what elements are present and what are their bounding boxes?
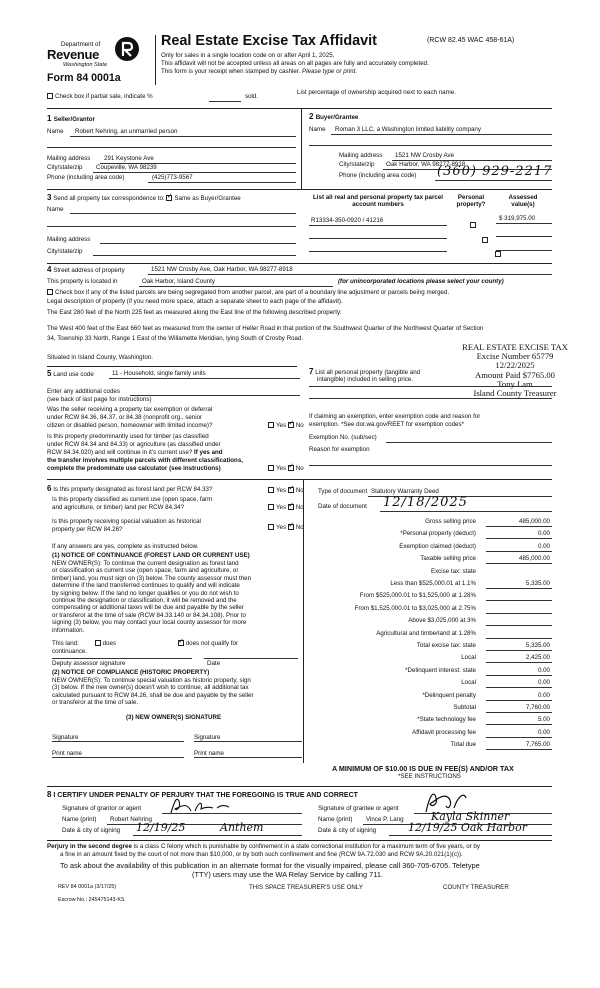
divider (47, 108, 552, 109)
section-number: 6 (47, 484, 52, 493)
tax-row-label: Taxable selling price (420, 555, 476, 563)
tax-row-value[interactable]: 7,760.00 (525, 704, 550, 711)
revenue-logo-text: Revenue (47, 47, 100, 62)
grantor-city-value[interactable]: Anthem (220, 821, 264, 834)
tax-row-underline (486, 712, 552, 713)
section-number: 1 (47, 114, 52, 123)
timber-question: complete the predominate use calculator (see instructions) (47, 465, 221, 472)
yes-no-group[interactable]: Yes ✓ No (268, 524, 304, 531)
tax-row-value[interactable]: 0.00 (537, 728, 550, 736)
escrow-number: Escrow No.: 245475143-KS (58, 897, 125, 903)
tax-row-label: Less than $525,000.01 at 1.1% (390, 580, 476, 587)
tax-row-label: From $525,000.01 to $1,525,000 at 1.28% (359, 592, 476, 600)
exemption-instructions: exemption. *See dor.wa.gov/REET for exemption codes* (309, 421, 465, 428)
grantor-name-label: Name (print) (62, 816, 97, 823)
this-land-row: This land: does ✓ does not qualify for (52, 640, 238, 647)
new-owner-print-field[interactable] (52, 757, 184, 758)
corr-name-label: Name (47, 206, 64, 213)
land-use-label: Land use code (53, 371, 94, 378)
new-owner-signature-field[interactable] (52, 741, 184, 742)
tax-row-value[interactable]: 0.00 (537, 666, 550, 674)
tax-row-value[interactable]: 0.00 (537, 542, 550, 550)
tax-row-value[interactable]: 0.00 (537, 679, 550, 687)
compliance-heading: (2) NOTICE OF COMPLIANCE (HISTORIC PROPERTY) (52, 669, 210, 676)
segregated-checkbox[interactable] (47, 289, 53, 295)
minimum-fee-note: A MINIMUM OF $10.00 IS DUE IN FEE(S) AND/OR TAX (332, 764, 514, 773)
exemption-no-label: Exemption No. (sub/sec) (309, 434, 377, 441)
buyer-phone-value[interactable]: (360) 929-2217 (437, 164, 553, 179)
additional-codes-label: Enter any additional codes (47, 388, 120, 395)
buyer-city-label: City/state/zip (339, 161, 375, 168)
timber-question: the transfer involves multiple parcels with different classifications, (47, 457, 243, 464)
signature-label: Signature (194, 734, 221, 741)
seller-phone-label: Phone (including area code) (47, 174, 125, 181)
partial-sale-row[interactable]: Check box if partial sale, indicate % (47, 93, 153, 100)
exemption-reason-label: Reason for exemption (309, 446, 370, 453)
yes-no-group[interactable]: Yes ✓ No (268, 487, 304, 494)
tax-row-label: *Delinquent penalty (422, 691, 476, 699)
same-as-buyer-label: Same as Buyer/Grantee (174, 195, 241, 202)
paragraph-line: signing (3) below, you may contact your local county assessor for more (52, 619, 247, 627)
personal-property-label: List all personal property (tangible and (315, 369, 421, 376)
yes-no-group[interactable]: Yes ✓ No (268, 422, 304, 429)
tax-row-label: Local (461, 654, 476, 662)
tax-row-value[interactable]: 7,765.00 (525, 741, 550, 749)
deputy-date-label: Date (207, 660, 221, 667)
sold-label: sold. (245, 93, 259, 100)
tax-row-underline (486, 551, 552, 552)
tax-row-value[interactable]: 0.00 (537, 530, 550, 538)
buyer-name-value[interactable]: Roman 3 LLC, a Washington limited liability company (335, 126, 481, 133)
doc-type-value[interactable]: Statutory Warranty Deed (371, 488, 439, 495)
legal-desc-line: 34, Township 33 North, Range 1 East of the Willamette Meridian, lying South of Crosby Road. (47, 335, 304, 342)
buyer-name-label: Name (309, 126, 326, 133)
tax-row-underline (486, 613, 552, 614)
rcw-reference: (RCW 82.45 WAC 458-61A) (427, 37, 515, 44)
exemption-question: citizen or disabled person, homeowner with limited income)? (47, 422, 213, 429)
located-label: This property is located in (47, 278, 118, 285)
street-label: Street address of property (53, 267, 125, 274)
grantee-handwritten-name[interactable]: Kayla Skinner (431, 810, 510, 823)
parcel-number[interactable]: R13334-350-0920 / 41216 (311, 217, 384, 224)
correspondence-label: Send all property tax correspondence to: (53, 195, 165, 202)
additional-codes-note: (see back of last page for instructions) (47, 396, 152, 403)
corr-city-field[interactable] (93, 255, 296, 256)
any-yes-note: If any answers are yes, complete as instructed below. (52, 543, 199, 550)
print-name-label: Print name (52, 750, 82, 757)
tax-row-value[interactable]: 2,425.00 (525, 654, 550, 662)
header-divider (155, 35, 156, 85)
street-value[interactable]: 1521 NW Crosby Ave, Oak Harbor, WA 98277-8918 (151, 266, 293, 273)
tax-row-label: Exemption claimed (deduct) (399, 542, 476, 550)
revision-number: REV 84 0001a (3/17/25) (58, 884, 117, 890)
grantor-name-value[interactable]: Robert Nehring (110, 816, 152, 823)
historic-question: property per RCW 84.26? (52, 526, 123, 533)
paragraph-line: calculated pursuant to RCW 84.26, shall be due and payable by the seller (52, 691, 254, 699)
paragraph-line: or transferor at the time of sale (RCW 84.33.140 or 84.34.108). Prior to (52, 611, 246, 619)
tax-row-label: Total excise tax: state (416, 642, 476, 649)
form-title: Real Estate Excise Tax Affidavit (161, 33, 377, 49)
tax-row-value[interactable]: 485,000.00 (519, 555, 550, 563)
continuance-label: continuance. (52, 648, 88, 655)
dept-of-label: Department of (61, 41, 101, 48)
does-qualify-checkbox[interactable] (95, 640, 101, 646)
personal-property-checkbox[interactable] (482, 237, 488, 243)
tax-row-underline (486, 588, 552, 589)
paragraph-line: compensating or additional taxes will be due and payable by the seller (52, 604, 244, 612)
paragraph-line: information. (52, 626, 85, 634)
located-value[interactable]: Oak Harbor, Island County (142, 278, 215, 285)
paragraph-line: determine if the land transferred continues to qualify and will indicate (52, 582, 240, 590)
tax-row-underline (486, 675, 552, 676)
assessed-value-header: Assessed value(s) (508, 194, 538, 209)
seller-city-label: City/state/zip (47, 164, 83, 171)
section-number: 5 (47, 369, 52, 378)
compliance-text (52, 677, 302, 707)
buyer-city-value[interactable]: Oak Harbor, WA 98277-8918 (386, 161, 466, 168)
personal-property-label-2: intangible) included in selling price. (317, 376, 413, 383)
corr-mailing-label: Mailing address (47, 236, 91, 243)
personal-property-header: Personal property? (456, 194, 486, 209)
seller-city-value[interactable]: Coupeville, WA 98239 (96, 164, 157, 171)
personal-property-checkbox[interactable] (470, 222, 476, 228)
parcel-column-header: List all real and personal property tax parcel account numbers (313, 194, 443, 209)
washington-state-label: Washington State (63, 62, 108, 68)
yes-checkbox (268, 422, 274, 428)
paragraph-line: timber) land, you must sign on (3) below. The county assessor must then (52, 574, 252, 582)
exemption-instructions: If claiming an exemption, enter exemption code and reason for (309, 413, 481, 420)
tax-row-label: Subtotal (453, 704, 476, 711)
buyer-phone-label: Phone (including area code) (339, 172, 417, 179)
dor-logo-icon (114, 36, 140, 62)
deputy-signature-label: Deputy assessor signature (52, 660, 126, 667)
new-owner-signature-heading: (3) NEW OWNER(S) SIGNATURE (126, 714, 222, 721)
no-checkbox (288, 422, 294, 428)
tax-row-underline (486, 526, 552, 527)
print-name-label: Print name (194, 750, 224, 757)
continuance-heading: (1) NOTICE OF CONTINUANCE (FOREST LAND OR CURRENT USE) (52, 552, 250, 559)
tax-row-value[interactable]: 0.00 (537, 691, 550, 699)
paragraph-line: NEW OWNER(S): To continue the current designation as forest land (52, 560, 239, 567)
tax-row-label: *Personal property (deduct) (400, 530, 476, 538)
grantee-date-city-label: Date & city of signing (318, 827, 377, 834)
tax-row-label: Agricultural and timberland at 1.28% (376, 629, 476, 637)
land-use-value[interactable]: 11 - Household, single family units (112, 370, 206, 377)
header-line-2: This affidavit will not be accepted unless all areas on all pages are fully and accurately completed. (161, 60, 429, 67)
tax-row-underline (486, 538, 552, 539)
yes-checkbox (268, 524, 274, 530)
tax-row-underline (486, 638, 552, 639)
timber-question: RCW 84.34.020) and will continue in it's current use? If yes and (47, 449, 223, 456)
grantor-signature-label: Signature of grantor or agent (62, 805, 142, 812)
form-number: Form 84 0001a (47, 72, 121, 84)
buyer-mailing-label: Mailing address (339, 152, 383, 159)
exemption-no-field[interactable] (386, 442, 552, 443)
exemption-question: under RCW 84.36, 84.37, or 84.38 (nonprofit org., senior (47, 414, 203, 421)
no-checkbox (288, 504, 294, 510)
ownership-note: List percentage of ownership acquired next to each name. (297, 89, 456, 96)
see-instructions: *SEE INSTRUCTIONS (398, 773, 461, 780)
no-checkbox (288, 487, 294, 493)
header-line-3: This form is your receipt when stamped by cashier. Please type or print. (161, 68, 358, 75)
doc-type-label: Type of document (318, 488, 368, 495)
tax-row-label: Affidavit processing fee (412, 728, 476, 736)
partial-sale-checkbox[interactable] (47, 93, 53, 99)
treasurer-use-label: THIS SPACE TREASURER'S USE ONLY (249, 884, 363, 891)
timber-question: Is this property predominantly used for timber (as classified (47, 433, 209, 440)
seller-name-label: Name (47, 128, 64, 135)
legal-desc-line: The West 400 feet of the East 660 feet as measured from the center of Heller Road in that portion of the Southwest Quarter of the Northwest Quarter of Section (47, 325, 484, 332)
new-owner-signature-field[interactable] (194, 741, 302, 742)
paragraph-line: or classification as current use (open space, farm and agriculture, or (52, 567, 239, 575)
tax-row-underline (486, 563, 552, 564)
seller-mailing-label: Mailing address (47, 155, 91, 162)
doc-date-value[interactable]: 12/18/2025 (383, 495, 468, 510)
yes-checkbox (268, 487, 274, 493)
segregated-row[interactable]: Check box if any of the listed parcels are being segregated from another parcel, are part of a boundary line adjustment or parcels being merged. (47, 289, 449, 296)
perjury-notice-2: a fine in an amount fixed by the court of not more than $10,000, or by both such confinement and fine (RCW 9A.72.030 and RCW 9A.20.021(1)(c)). (60, 851, 463, 858)
grantee-name-label: Name (print) (318, 816, 353, 823)
signature-label: Signature (52, 734, 79, 741)
grantee-date-value[interactable]: 12/19/25 Oak Harbor (408, 821, 527, 834)
yes-checkbox (268, 504, 274, 510)
timber-question: under RCW 84.34 and 84.33) or agriculture (as classified under (47, 441, 221, 448)
seller-mailing-value[interactable]: 291 Keystone Ave (104, 155, 154, 162)
tax-row-label: Above $3,025,000 at 3% (408, 617, 476, 625)
section-number: 4 (47, 265, 52, 274)
deputy-signature-field[interactable] (52, 658, 192, 659)
paragraph-line: NEW OWNER(S): To continue special valuation as historic property, sign (52, 677, 251, 684)
legal-desc-line: Situated in Island County, Washington. (47, 354, 153, 361)
county-treasurer-label: COUNTY TREASURER (443, 884, 509, 891)
grantee-name-value[interactable]: Vince P. Lang (366, 816, 404, 823)
new-owner-print-field[interactable] (194, 757, 302, 758)
tax-row-label: *Delinquent interest: state (405, 666, 476, 674)
accessibility-notice: To ask about the availability of this publication in an alternate format for the visually impaired, please call 360-705-6705. Teletype (60, 861, 480, 870)
section-number: 8 (47, 790, 52, 799)
tax-row-underline (486, 737, 552, 738)
tax-row-value[interactable]: 5.00 (537, 716, 550, 724)
deputy-date-field[interactable] (204, 658, 298, 659)
historic-question: Is this property receiving special valuation as historical (52, 518, 201, 525)
buyer-mailing-value[interactable]: 1521 NW Crosby Ave (395, 152, 455, 159)
yes-no-group[interactable]: Yes ✓ No (268, 465, 304, 472)
section-number: 7 (309, 367, 314, 376)
grantor-date-city-label: Date & city of signing (62, 827, 121, 834)
paragraph-line: (3) below. If the new owner(s) doesn't wish to continue, all additional tax (52, 684, 249, 692)
section-number: 2 (309, 112, 314, 121)
tax-row-underline (486, 662, 552, 663)
forest-question: Is this property designated as forest land per RCW 84.33? (53, 486, 213, 493)
partial-percent-field[interactable] (209, 101, 241, 102)
no-checkbox (288, 524, 294, 530)
section-number: 3 (47, 193, 52, 202)
personal-property-checkbox[interactable] (495, 251, 501, 257)
tax-row-label: Local (461, 679, 476, 687)
header-line-1: Only for sales in a single location code on or after April 1, 2025. (161, 52, 335, 59)
exemption-question: Was the seller receiving a property tax exemption or deferral (47, 406, 213, 413)
perjury-notice: Perjury in the second degree is a class C felony which is punishable by confinement in a state correctional institution for a maximum term of five years, or by (47, 843, 480, 850)
corr-mailing-field[interactable] (100, 243, 296, 244)
tax-row-underline (486, 687, 552, 688)
corr-city-label: City/state/zip (47, 248, 83, 255)
same-as-buyer-checkbox[interactable] (166, 195, 172, 201)
certify-statement: I CERTIFY UNDER PENALTY OF PERJURY THAT THE FOREGOING IS TRUE AND CORRECT (53, 792, 358, 799)
tax-row-underline (486, 724, 552, 725)
legal-desc-label: Legal description of property (if you need more space, attach a separate sheet to each page of the affidavit). (47, 298, 343, 305)
buyer-heading: Buyer/Grantee (315, 114, 359, 121)
yes-checkbox (268, 465, 274, 471)
treasurer-stamp: REAL ESTATE EXCISE TAX Excise Number 65779 12/22/2025 Amount Paid $7765.00 Tony Lam Island County Treasurer (462, 342, 568, 399)
tax-row-label: Gross selling price (425, 518, 476, 525)
continuance-text (52, 560, 300, 634)
assessed-value[interactable]: $ 319,975.00 (499, 215, 536, 222)
legal-desc-line: The East 280 feet of the North 225 feet as measured along the East line of the following described property: (47, 309, 342, 316)
grantor-date-value[interactable]: 12/19/25 (136, 821, 186, 834)
corr-name-field[interactable] (70, 213, 296, 214)
paragraph-line: continue the designation or classification, it will be removed and the (52, 597, 237, 605)
tax-row-value[interactable]: 5,335.00 (525, 580, 550, 587)
current-use-question: and agriculture, or timber) land per RCW 84.34? (52, 504, 185, 511)
tax-row-label: Total due (450, 741, 476, 749)
seller-heading: Seller/Grantor (53, 116, 95, 123)
paragraph-line: or transferor at the time of sale. (52, 699, 138, 707)
tax-row-value[interactable]: 485,000.00 (519, 518, 550, 525)
tax-row-value[interactable]: 5,335.00 (525, 642, 550, 649)
doc-date-label: Date of document (318, 503, 367, 510)
seller-phone-value[interactable]: (425)773-9567 (152, 174, 193, 181)
seller-name-value[interactable]: Robert Nehring, an unmarried person (75, 128, 178, 135)
grantee-signature-label: Signature of grantee or agent (318, 805, 399, 812)
no-checkbox (288, 465, 294, 471)
yes-no-group[interactable]: Yes ✓ No (268, 504, 304, 511)
tax-row-underline (486, 650, 552, 651)
unincorporated-note: (for unincorporated locations please select your county) (338, 278, 504, 285)
exemption-reason-field[interactable] (309, 465, 552, 466)
current-use-question: Is this property classified as current use (open space, farm (52, 496, 213, 503)
tax-row-label: *State technology fee (417, 716, 476, 724)
tax-row-underline (486, 749, 552, 750)
accessibility-notice-2: (TTY) users may use the WA Relay Service by calling 711. (192, 870, 383, 879)
additional-codes-field[interactable] (130, 395, 300, 396)
tax-row-underline (486, 600, 552, 601)
tax-row-underline (486, 625, 552, 626)
tax-row-label: From $1,525,000.01 to $3,025,000 at 2.75% (354, 604, 476, 612)
tax-row-underline (486, 700, 552, 701)
does-not-qualify-checkbox[interactable] (178, 640, 184, 646)
paragraph-line: by signing below. If the land no longer qualifies or you do not wish to (52, 589, 239, 597)
tax-row-label: Excise tax: state (430, 567, 476, 575)
